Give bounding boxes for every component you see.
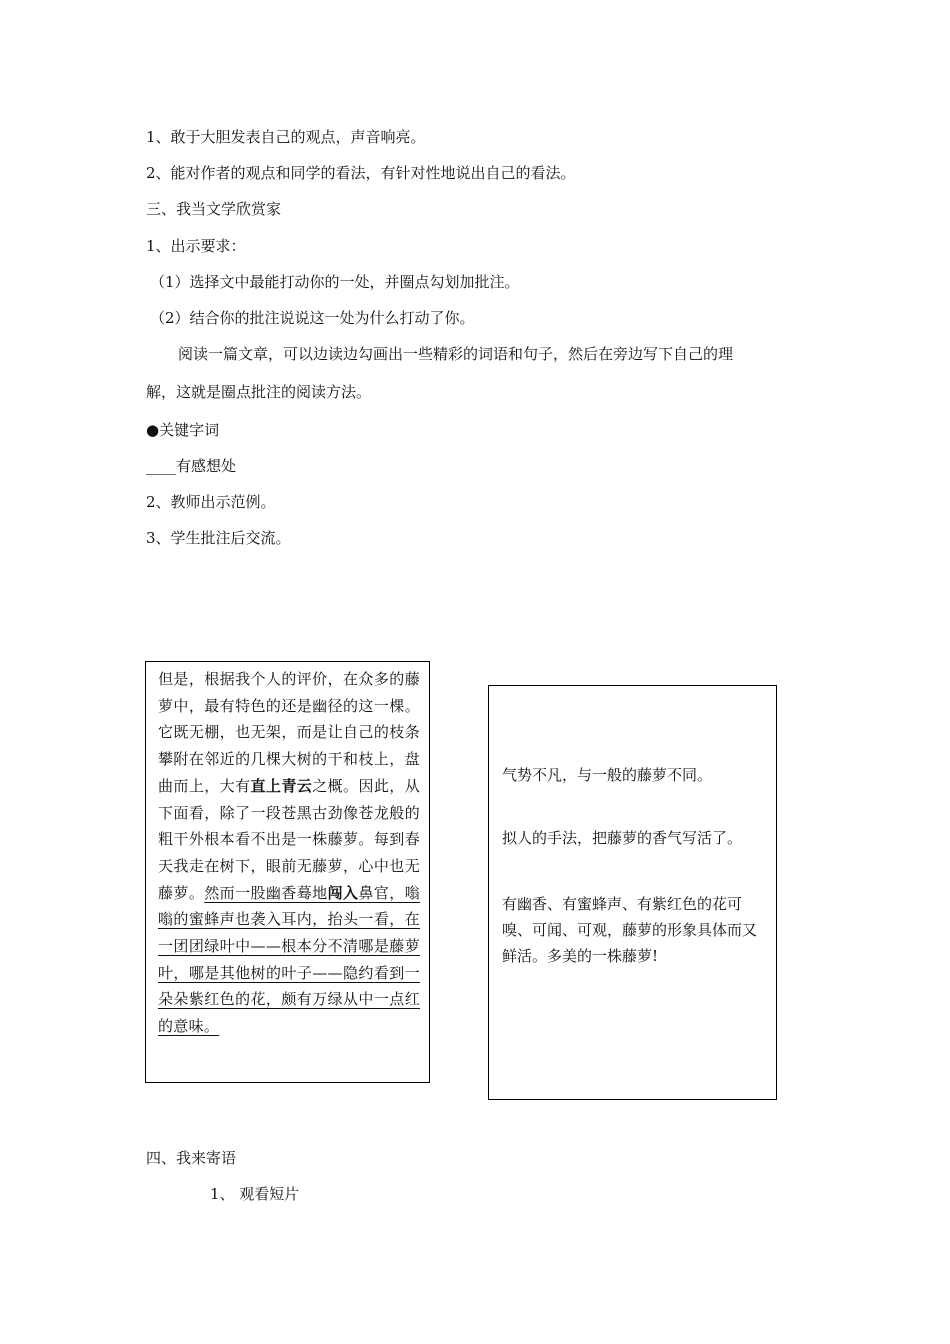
excerpt-bold-2: 闯入	[327, 883, 359, 902]
doc-line-10: 2、教师出示范例。	[146, 493, 276, 511]
excerpt-box	[145, 661, 430, 1083]
doc-line-13: 1、 观看短片	[210, 1185, 300, 1203]
excerpt-paragraph	[158, 666, 420, 1040]
method-paragraph-line-1: 阅读一篇文章，可以边读边勾画出一些精彩的词语和句子，然后在旁边写下自己的理	[178, 345, 734, 363]
excerpt-underline-2: 鼻官，嗡嗡的蜜蜂声也袭入耳内，抬头一看，在一团团绿叶中——根本分不清哪是藤萝叶，哪是其他树的叶子——隐约看到一朵朵紫红色的花，颇有万绿从中一点红的意味。	[158, 883, 421, 1036]
doc-line-5: （1）选择文中最能打动你的一处，并圈点勾划加批注。	[150, 273, 520, 291]
section-heading-3: 三、我当文学欣赏家	[146, 200, 282, 218]
annotation-note-1: 气势不凡，与一般的藤萝不同。	[502, 766, 713, 784]
excerpt-text-1: 但是，根据我个人的评价，在众多的藤萝中，最有特色的还是幽径的这一棵。它既无棚，也无架，而是让自己的枝条攀附在邻近的几棵大树的干和枝上，盘曲而上，大有	[158, 670, 420, 795]
annotation-note-2: 拟人的手法，把藤萝的香气写活了。	[502, 829, 743, 847]
excerpt-underline-1: 然而一股幽香蓦地	[204, 883, 328, 902]
doc-line-1: 1、敢于大胆发表自己的观点，声音响亮。	[146, 128, 426, 146]
annotation-box	[488, 685, 777, 1100]
doc-line-4: 1、出示要求：	[146, 237, 246, 255]
annotation-note-3: 有幽香、有蜜蜂声、有紫红色的花可嗅、可闻、可观，藤萝的形象具体而又鲜活。多美的一株藤萝!	[502, 895, 758, 965]
doc-line-feelings: ____有感想处	[146, 457, 237, 475]
doc-line-6: （2）结合你的批注说说这一处为什么打动了你。	[150, 309, 475, 327]
excerpt-text-2: 之概。因此，从下面看，除了一段苍黑古劲像苍龙般的粗干外根本看不出是一株藤萝。每到春天我走在树下，眼前无藤萝，心中也无藤萝。	[158, 776, 420, 902]
doc-line-key-words: ●关键字词	[146, 421, 220, 439]
method-paragraph-line-2: 解，这就是圈点批注的阅读方法。	[146, 383, 372, 401]
section-heading-4: 四、我来寄语	[146, 1149, 237, 1167]
doc-line-2: 2、能对作者的观点和同学的看法，有针对性地说出自己的看法。	[146, 164, 576, 182]
excerpt-bold-1: 直上青云	[250, 776, 313, 795]
doc-line-11: 3、学生批注后交流。	[146, 529, 291, 547]
